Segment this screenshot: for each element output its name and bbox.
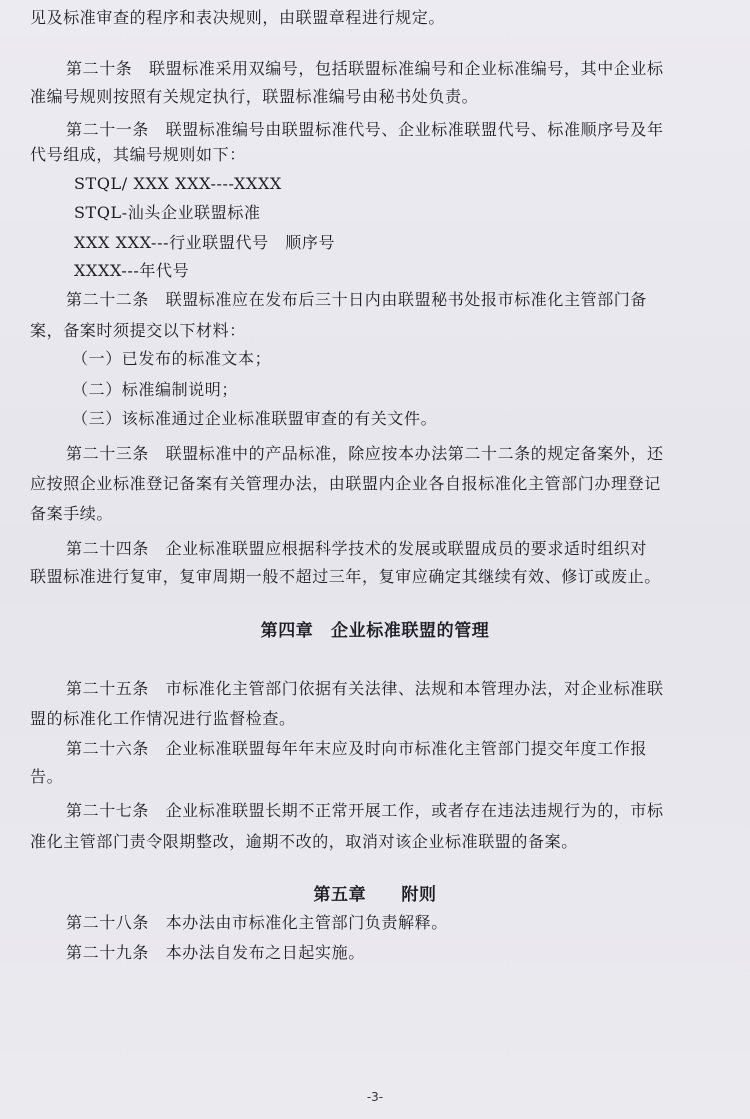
text-line: 案，备案时须提交以下材料： xyxy=(30,321,246,340)
code-legend: XXXX---年代号 xyxy=(74,261,190,280)
text-line: 备案手续。 xyxy=(30,504,114,523)
article-23: 第二十三条 联盟标准中的产品标准，除应按本办法第二十二条的规定备案外，还 xyxy=(66,444,664,463)
code-format: STQL/ XXX XXX----XXXX xyxy=(74,174,282,193)
list-item: （三）该标准通过企业标准联盟审查的有关文件。 xyxy=(72,409,438,428)
article-28: 第二十八条 本办法由市标准化主管部门负责解释。 xyxy=(66,913,448,932)
text-line: 联盟标准进行复审，复审周期一般不超过三年，复审应确定其继续有效、修订或废止。 xyxy=(30,567,661,586)
chapter-4-heading: 第四章 企业标准联盟的管理 xyxy=(260,621,490,641)
article-27: 第二十七条 企业标准联盟长期不正常开展工作，或者存在违法违规行为的，市标 xyxy=(66,801,664,820)
article-22: 第二十二条 联盟标准应在发布后三十日内由联盟秘书处报市标准化主管部门备 xyxy=(66,290,648,309)
list-item: （一）已发布的标准文本； xyxy=(72,349,272,368)
list-item: （二）标准编制说明； xyxy=(72,380,239,399)
text-line: 准化主管部门责令限期整改，逾期不改的，取消对该企业标准联盟的备案。 xyxy=(30,832,578,851)
article-24: 第二十四条 企业标准联盟应根据科学技术的发展或联盟成员的要求适时组织对 xyxy=(66,539,648,558)
text-line: 告。 xyxy=(30,767,64,786)
code-legend: STQL-汕头企业联盟标准 xyxy=(74,203,261,222)
text-line: 准编号规则按照有关规定执行，联盟标准编号由秘书处负责。 xyxy=(30,87,479,106)
article-26: 第二十六条 企业标准联盟每年年末应及时向市标准化主管部门提交年度工作报 xyxy=(66,739,648,758)
text-line: 见及标准审查的程序和表决规则，由联盟章程进行规定。 xyxy=(30,8,446,27)
text-line: 盟的标准化工作情况进行监督检查。 xyxy=(30,709,296,728)
article-20: 第二十条 联盟标准采用双编号，包括联盟标准编号和企业标准编号，其中企业标 xyxy=(66,59,664,78)
chapter-5-heading: 第五章 附则 xyxy=(313,885,437,905)
page-number: -3- xyxy=(366,1090,384,1104)
code-legend: XXX XXX---行业联盟代号 顺序号 xyxy=(74,233,336,252)
text-line: 代号组成，其编号规则如下： xyxy=(30,145,246,164)
text-line: 应按照企业标准登记备案有关管理办法，由联盟内企业各自报标准化主管部门办理登记 xyxy=(30,474,661,493)
article-25: 第二十五条 市标准化主管部门依据有关法律、法规和本管理办法，对企业标准联 xyxy=(66,679,664,698)
article-21: 第二十一条 联盟标准编号由联盟标准代号、企业标准联盟代号、标准顺序号及年 xyxy=(66,120,664,139)
article-29: 第二十九条 本办法自发布之日起实施。 xyxy=(66,943,365,962)
